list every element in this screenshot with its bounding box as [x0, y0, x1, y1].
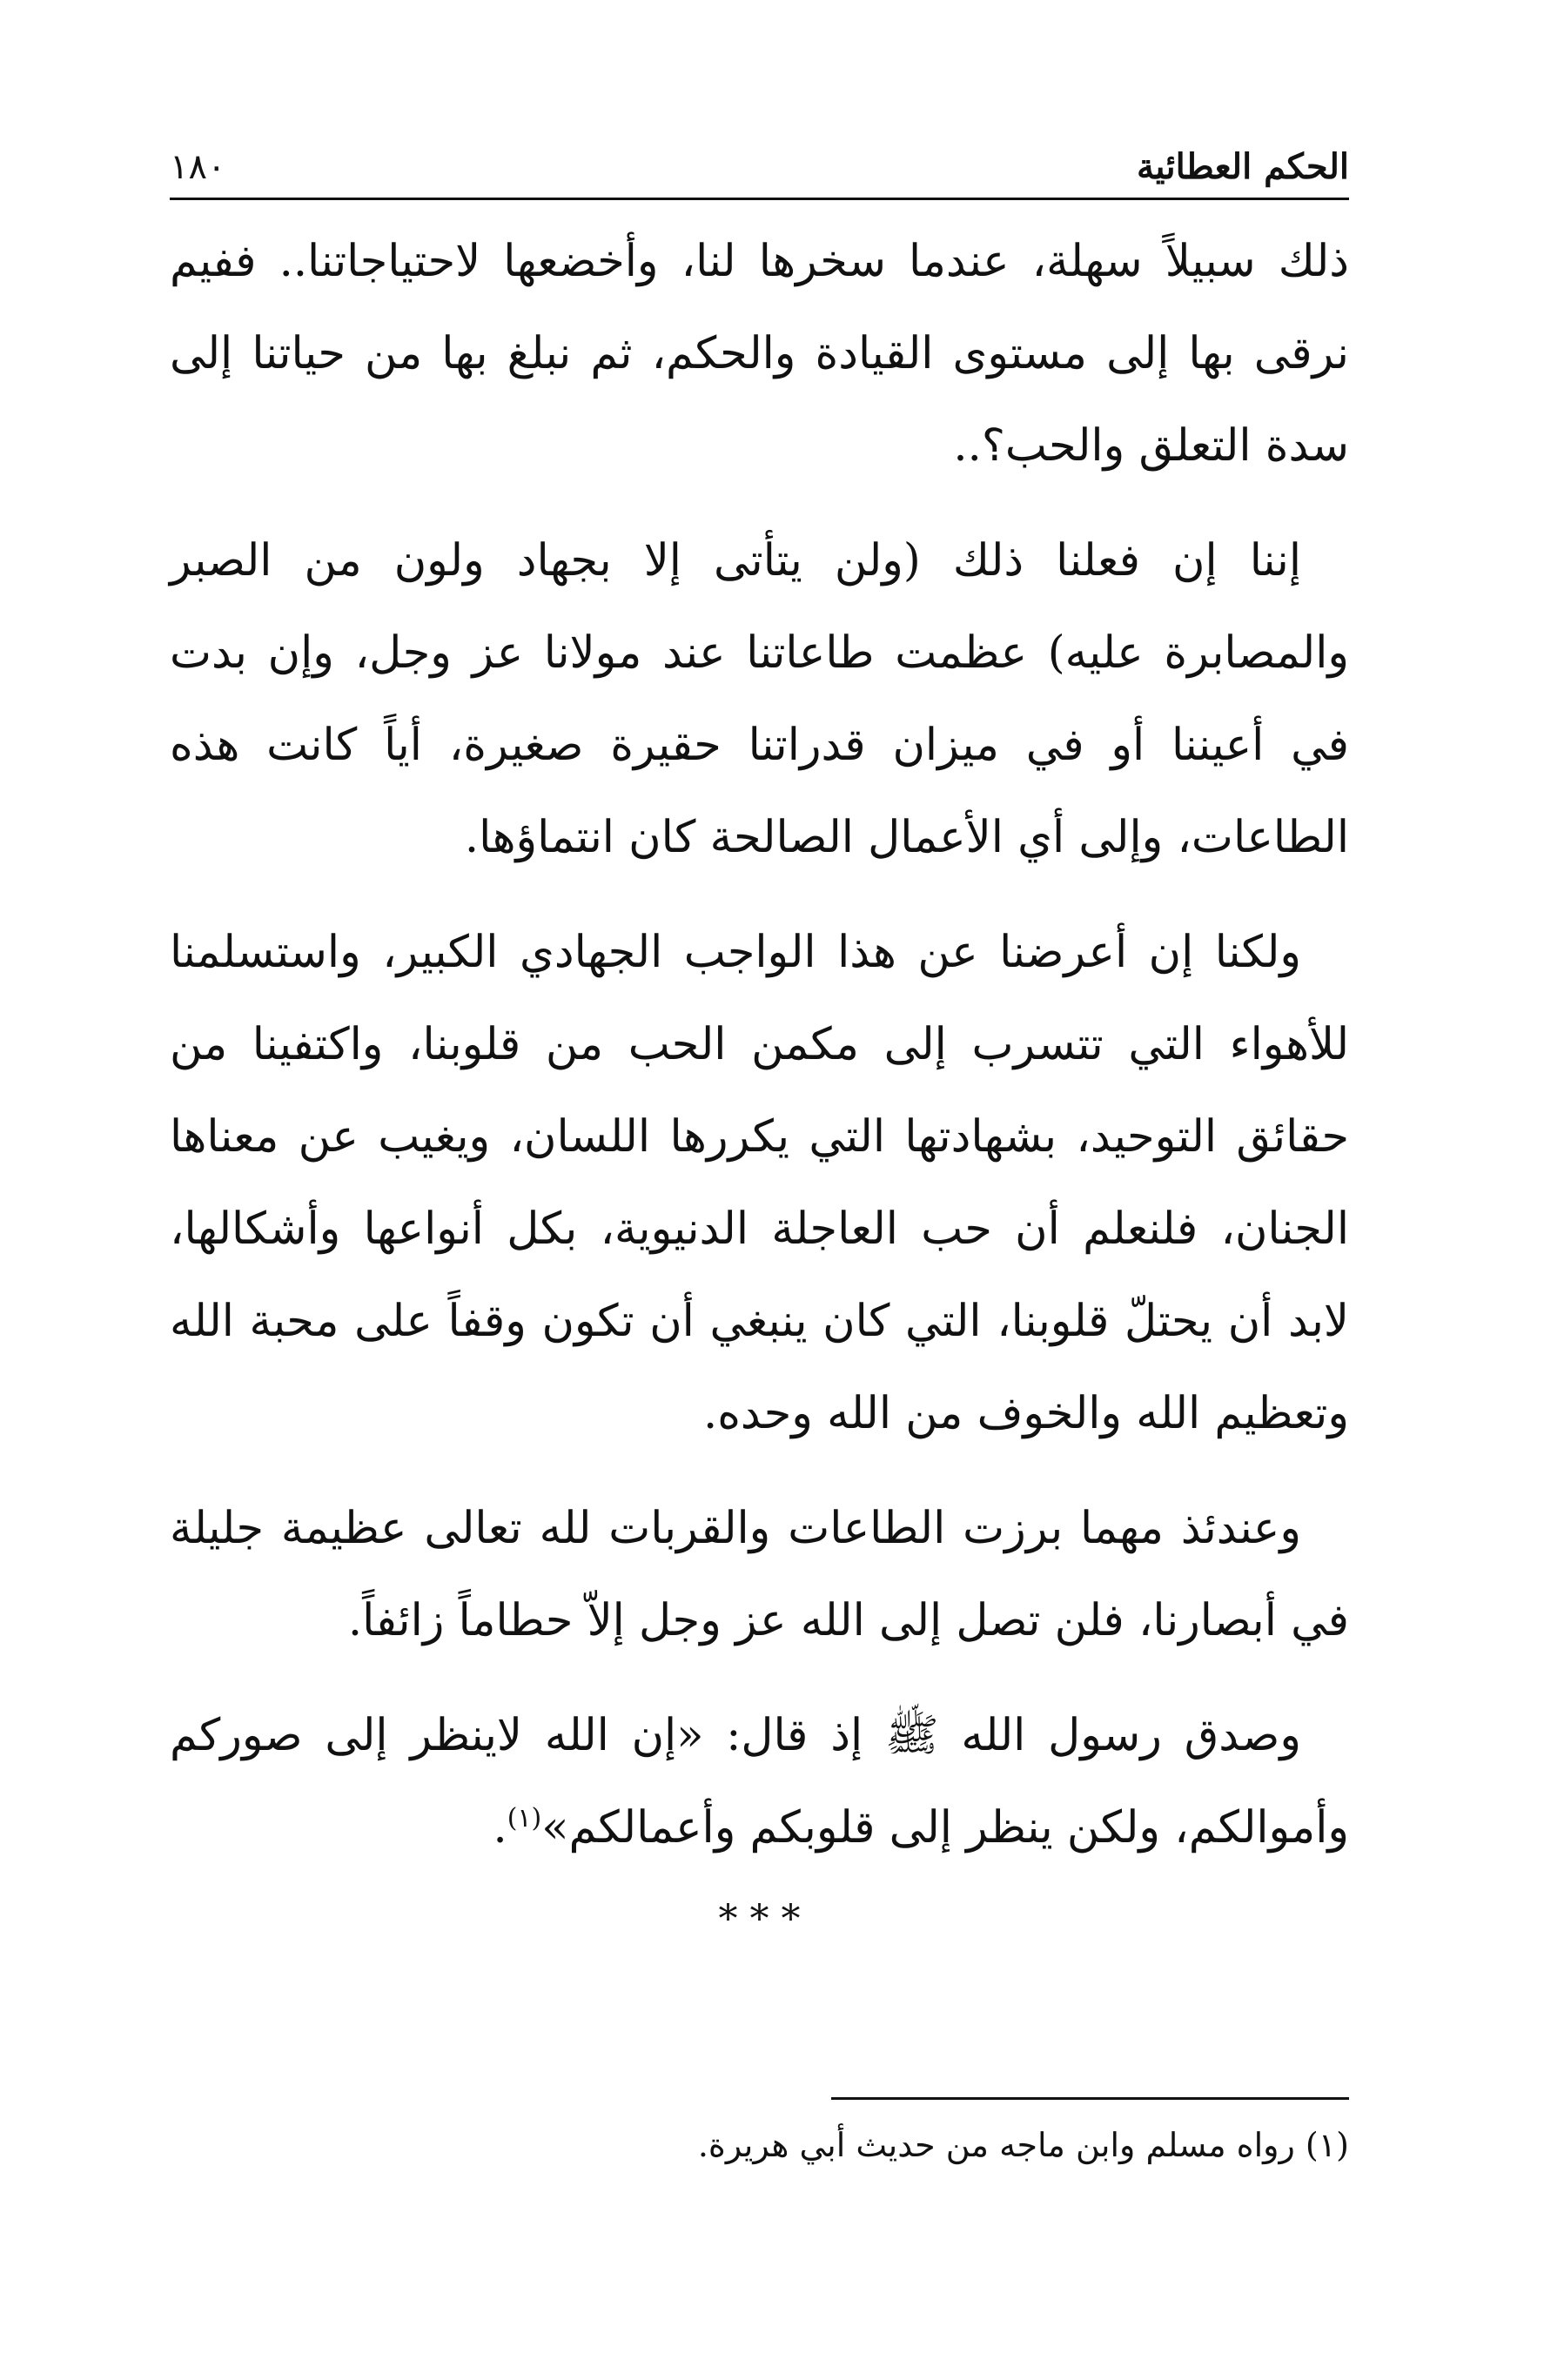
footnotes — [170, 2097, 1349, 2171]
paragraph — [170, 1690, 1349, 1874]
footnote-reference: (١) — [507, 1803, 542, 1834]
paragraph — [170, 1483, 1349, 1667]
running-header — [170, 131, 1349, 200]
paragraph-text: إننا إن فعلنا ذلك (ولن يتأتى إلا بجهاد ولون من الصبر والمصابرة عليه) عظمت طاعاتنا عند مولانا عز وجل، وإن بدت في أعيننا أو في ميزان قدراتنا حقيرة صغيرة، أياً كانت هذه الطاعات، وإلى أي الأعمال الصالحة كان انتماؤها. — [170, 535, 1349, 863]
page-number: ١٨٠ — [170, 147, 226, 187]
footnote-rule — [831, 2097, 1349, 2100]
paragraph-text: وعندئذ مهما برزت الطاعات والقربات لله تعالى عظيمة جليلة في أبصارنا، فلن تصل إلى الله عز وجل إلاّ حطاماً زائفاً. — [170, 1503, 1349, 1646]
paragraph-text: وصدق رسول الله ﷺ إذ قال: «إن الله لاينظر إلى صوركم وأموالكم، ولكن ينظر إلى قلوبكم وأعمالكم» — [170, 1710, 1349, 1854]
running-title: الحكم العطائية — [1136, 146, 1349, 187]
paragraph — [170, 515, 1349, 884]
body-text — [170, 216, 1349, 1941]
paragraph-tail: . — [493, 1802, 507, 1854]
section-separator — [170, 1897, 1349, 1941]
paragraph — [170, 216, 1349, 493]
paragraph-text: ولكنا إن أعرضنا عن هذا الواجب الجهادي الكبير، واستسلمنا للأهواء التي تتسرب إلى مكمن الحب من قلوبنا، واكتفينا من حقائق التوحيد، بشهادتها التي يكررها اللسان، ويغيب عن معناها الجنان، فلنعلم أن حب العاجلة الدنيوية، بكل أنواعها وأشكالها، لابد أن يحتلّ قلوبنا، التي كان ينبغي أن تكون وقفاً على محبة الله وتعظيم الله والخوف من الله وحده. — [170, 927, 1349, 1439]
paragraph-text: ذلك سبيلاً سهلة، عندما سخرها لنا، وأخضعها لاحتياجاتنا.. ففيم نرقى بها إلى مستوى القيادة والحكم، ثم نبلغ بها من حياتنا إلى سدة التعلق والحب؟.. — [170, 236, 1349, 472]
footnote: (١) رواه مسلم وابن ماجه من حديث أبي هريرة. — [697, 2126, 1349, 2164]
separator-stars: * * * — [718, 1897, 801, 1941]
paragraph — [170, 907, 1349, 1460]
book-page — [170, 131, 1349, 2306]
